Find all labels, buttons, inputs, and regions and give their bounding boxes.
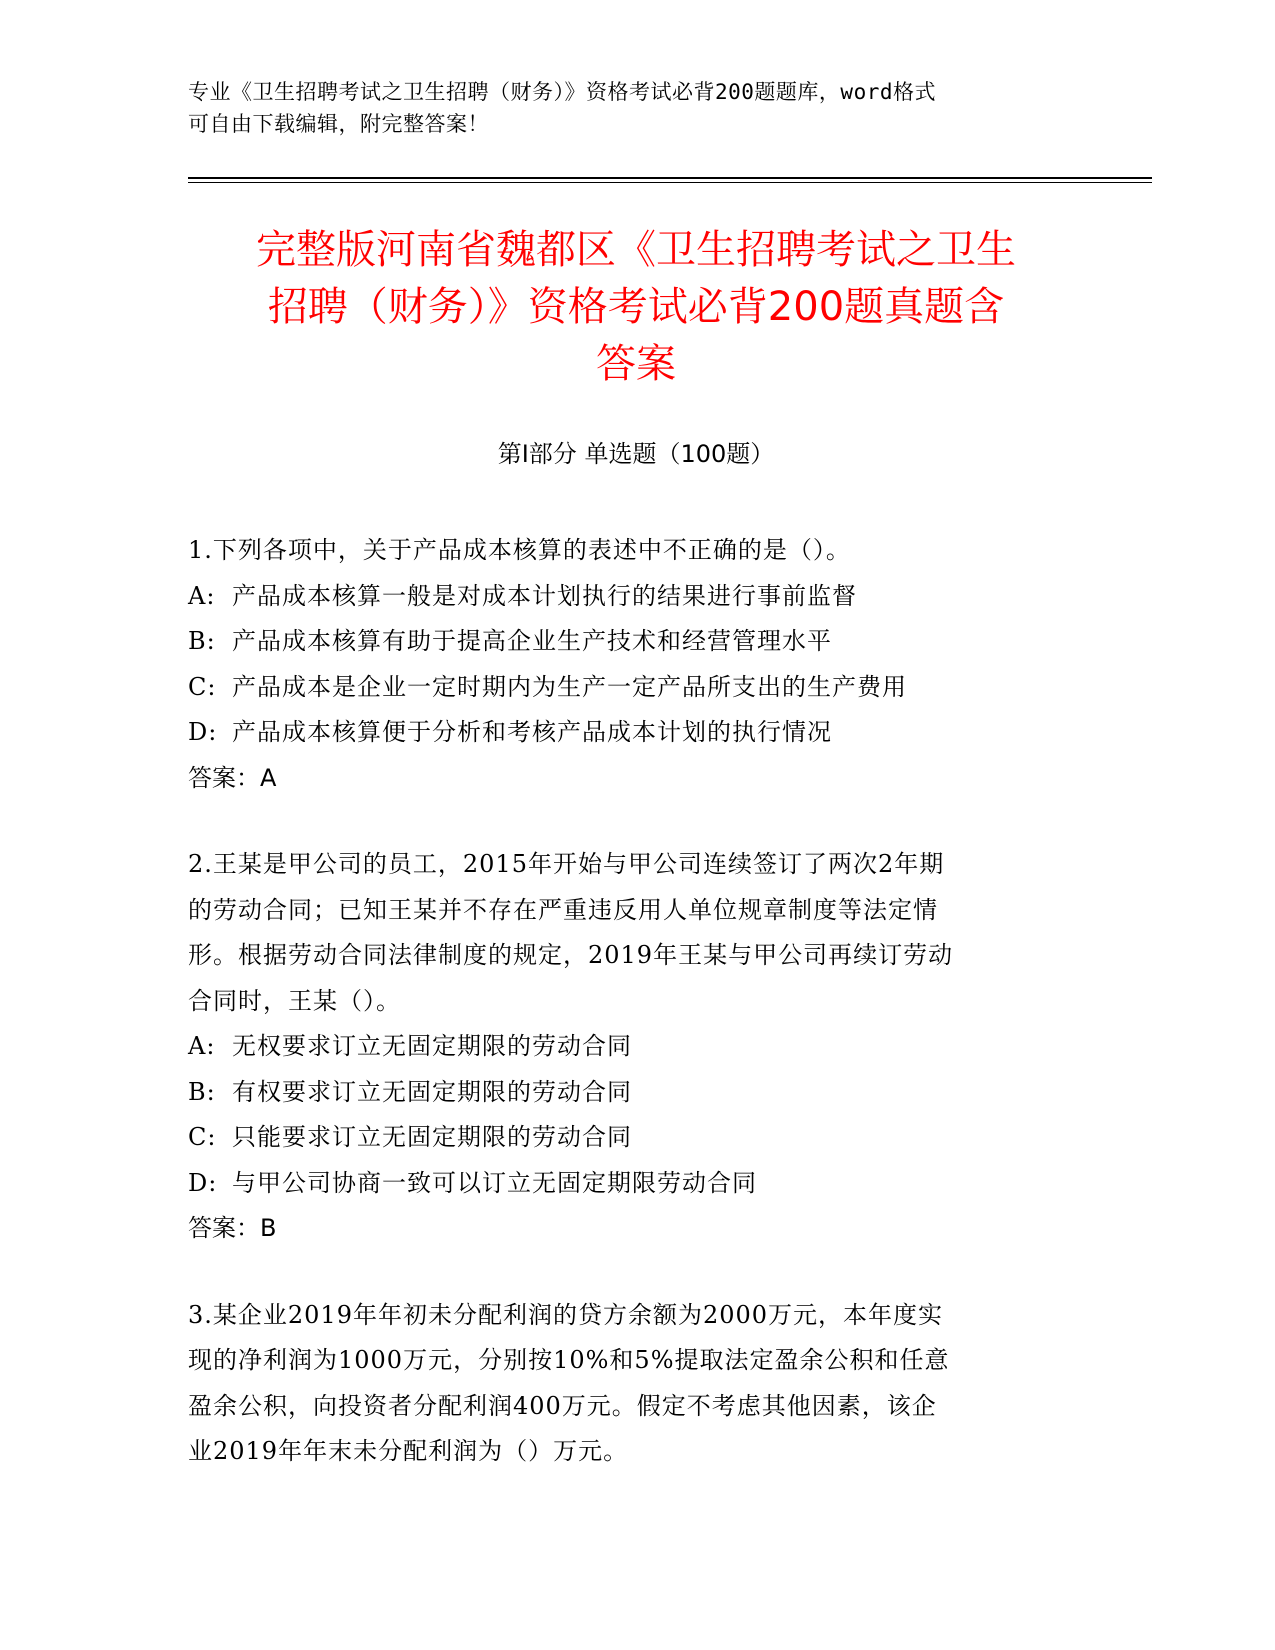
option-a [188,574,1068,620]
option-label: B: [188,627,216,655]
question-stem-line: 合同时，王某（）。 [188,986,401,1015]
option-text: 无权要求订立无固定期限的劳动合同 [232,1032,632,1060]
answer: 答案：B [188,1214,277,1242]
option-c [188,1115,1068,1161]
section-title: 第I部分 单选题（100题） [497,440,775,468]
option-text: 产品成本核算有助于提高企业生产技术和经营管理水平 [232,627,832,655]
header-note [188,76,1068,140]
question-stem-line: 的劳动合同；已知王某并不存在严重违反用人单位规章制度等法定情 [188,895,938,924]
question-stem-line: 2.王某是甲公司的员工，2015年开始与甲公司连续签订了两次2年期 [188,850,945,878]
option-text: 产品成本核算一般是对成本计划执行的结果进行事前监督 [232,581,857,610]
header-divider-thin [188,182,1152,183]
question-2 [188,842,1068,1252]
option-a [188,1024,1068,1070]
question-stem-line: 形。根据劳动合同法律制度的规定，2019年王某与甲公司再续订劳动 [188,941,954,969]
option-text: 与甲公司协商一致可以订立无固定期限劳动合同 [232,1168,757,1197]
option-label: C: [188,672,217,701]
question-3 [188,1293,1068,1475]
answer: 答案：A [188,763,277,792]
title-line-1: 完整版河南省魏都区《卫生招聘考试之卫生 [256,227,1016,273]
option-d [188,1161,1068,1207]
option-label: A: [188,1032,216,1060]
option-b [188,1070,1068,1116]
option-label: A: [188,581,216,610]
document-title [188,222,1084,393]
option-text: 产品成本是企业一定时期内为生产一定产品所支出的生产费用 [232,672,907,701]
option-b [188,619,1068,665]
question-list [188,528,1068,1516]
option-text: 产品成本核算便于分析和考核产品成本计划的执行情况 [232,718,832,746]
option-c [188,665,1068,711]
title-line-2: 招聘（财务）》资格考试必背200题真题含 [267,284,1005,330]
question-stem: 1.下列各项中，关于产品成本核算的表述中不正确的是（）。 [188,536,851,564]
option-label: B: [188,1077,216,1106]
header-divider-thick [188,177,1152,179]
header-note-line-1: 专业《卫生招聘考试之卫生招聘（财务）》资格考试必背200题题库，word格式 [188,80,936,104]
question-stem-line: 业2019年年末未分配利润为（）万元。 [188,1437,629,1465]
header-note-line-2: 可自由下载编辑，附完整答案！ [188,112,489,136]
option-text: 只能要求订立无固定期限的劳动合同 [232,1123,632,1151]
question-stem-line: 3.某企业2019年年初未分配利润的贷方余额为2000万元，本年度实 [188,1300,944,1329]
option-label: C: [188,1123,217,1151]
option-label: D: [188,1168,218,1197]
question-stem-line: 盈余公积，向投资者分配利润400万元。假定不考虑其他因素，该企 [188,1391,937,1420]
option-label: D: [188,718,218,746]
title-line-3: 答案 [596,341,676,387]
option-d [188,710,1068,756]
question-1 [188,528,1068,801]
question-stem-line: 现的净利润为1000万元，分别按10%和5%提取法定盈余公积和任意 [188,1346,950,1374]
option-text: 有权要求订立无固定期限的劳动合同 [232,1077,632,1106]
